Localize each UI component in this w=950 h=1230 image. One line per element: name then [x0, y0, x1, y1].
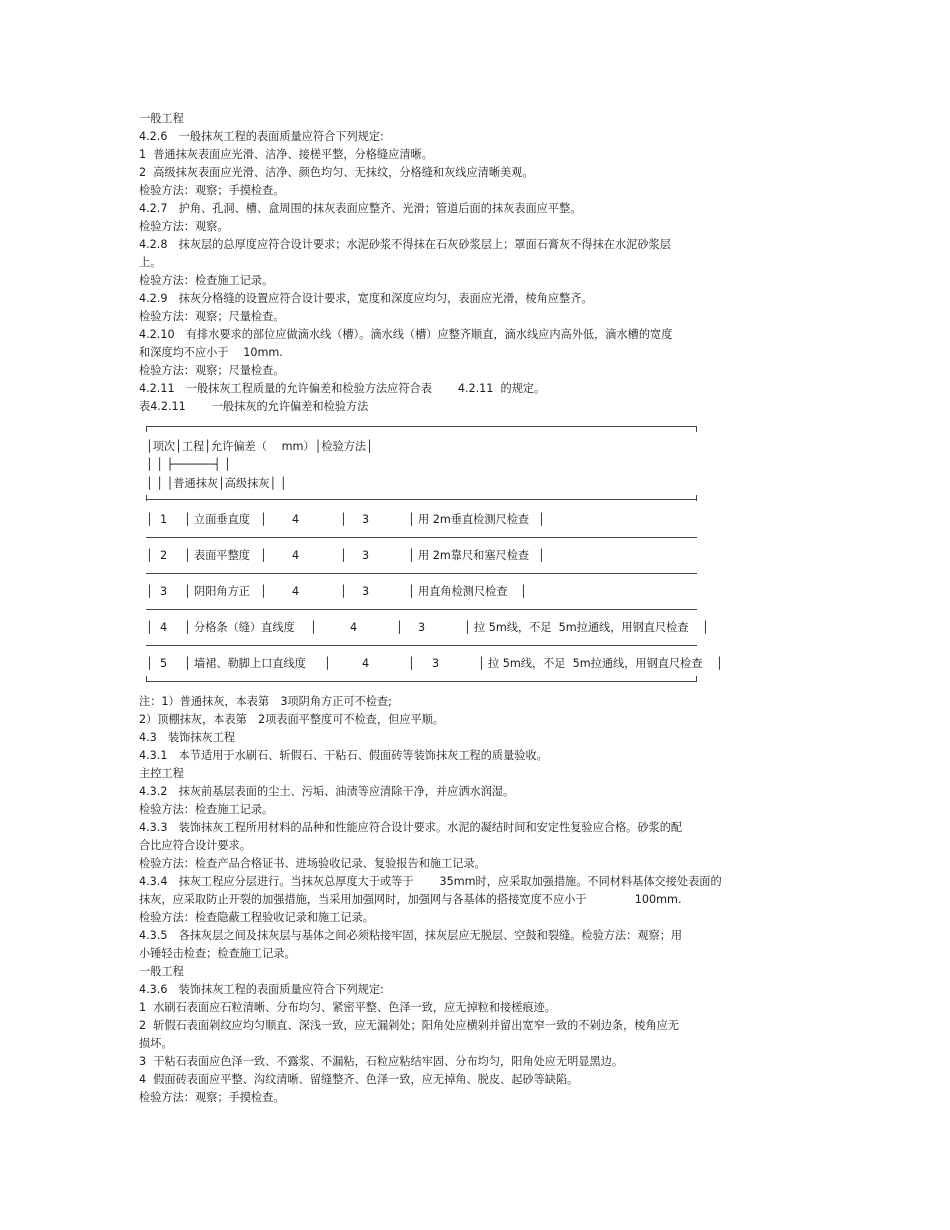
table-border-top	[146, 426, 697, 427]
table-row-divider	[146, 537, 697, 538]
text-line: 4.2.6 一般抹灰工程的表面质量应符合下列规定:	[139, 130, 384, 143]
table-caption: 表4.2.11 一般抹灰的允许偏差和检验方法	[139, 400, 369, 413]
table-cell-sep: │	[184, 585, 191, 598]
table-cell-method: 用 2m靠尺和塞尺检查	[418, 549, 530, 562]
table-cell-normal: 4	[292, 513, 300, 526]
table-cell-method: 拉 5m线，不足 5m拉通线，用钢直尺检查	[488, 657, 703, 670]
table-cell-no: 2	[160, 549, 168, 562]
table-cell-sep: │	[146, 621, 153, 634]
table-cell-high: 3	[362, 585, 370, 598]
table-tick	[146, 676, 147, 682]
table-tick	[696, 676, 697, 682]
text-line: 3 干粘石表面应色泽一致、不露浆、不漏粘，石粒应粘结牢固、分布均匀，阳角处应无明显黑边。	[139, 1055, 624, 1068]
table-cell-item: 表面平整度	[194, 549, 250, 562]
text-line: 4.3.5 各抹灰层之间及抹灰层与基体之间必须粘接牢固，抹灰层应无脱层、空鼓和裂缝。检验方法：观察；用	[139, 929, 683, 942]
table-cell-sep: │	[396, 621, 403, 634]
section-heading: 4.3 装饰抹灰工程	[139, 731, 236, 744]
table-cell-normal: 4	[292, 549, 300, 562]
subheading-main-control: 主控工程	[139, 767, 184, 780]
table-cell-sep: │	[260, 585, 267, 598]
table-cell-method: 拉 5m线，不足 5m拉通线，用钢直尺检查	[474, 621, 689, 634]
table-cell-sep: │	[702, 621, 709, 634]
table-cell-high: 3	[432, 657, 440, 670]
table-tick	[146, 426, 147, 432]
table-border-bottom	[146, 681, 697, 682]
text-line: 4.2.9 抹灰分格缝的设置应符合设计要求，宽度和深度应均匀，表面应光滑，棱角应整齐。	[139, 292, 593, 305]
table-cell-sep: │	[538, 549, 545, 562]
table-header-row-1: │项次│工程│允许偏差（ mm）│检验方法│	[146, 440, 373, 453]
text-line: 检验方法：检查施工记录。	[139, 803, 274, 816]
table-cell-sep: │	[146, 549, 153, 562]
table-cell-item: 立面垂直度	[194, 513, 250, 526]
table-cell-normal: 4	[350, 621, 358, 634]
table-cell-sep: │	[340, 549, 347, 562]
table-cell-sep: │	[408, 549, 415, 562]
table-cell-sep: │	[184, 513, 191, 526]
table-tick	[696, 495, 697, 501]
subheading-general-works: 一般工程	[139, 965, 184, 978]
table-cell-sep: │	[184, 549, 191, 562]
text-line: 1 普通抹灰表面应光滑、洁净、接槎平整，分格缝应清晰。	[139, 148, 433, 161]
table-cell-item: 墙裙、勒脚上口直线度	[194, 657, 306, 670]
table-cell-normal: 4	[292, 585, 300, 598]
table-cell-sep: │	[146, 657, 153, 670]
text-line: 4.2.7 护角、孔洞、槽、盒周围的抹灰表面应整齐、光滑；管道后面的抹灰表面应平整。	[139, 202, 582, 215]
table-cell-no: 3	[160, 585, 168, 598]
table-cell-sep: │	[184, 657, 191, 670]
table-cell-high: 3	[362, 549, 370, 562]
table-cell-no: 4	[160, 621, 168, 634]
text-line: 抹灰，应采取防止开裂的加强措施，当采用加强网时，加强网与各基体的搭接宽度不应小于 100mm.	[139, 893, 682, 906]
text-line: 注：1）普通抹灰，本表第 3项阴角方正可不检查;	[139, 695, 392, 708]
table-cell-no: 1	[160, 513, 168, 526]
text-line: 4.2.11 一般抹灰工程质量的允许偏差和检验方法应符合表 4.2.11 的规定。	[139, 382, 546, 395]
heading-general-works: 一般工程	[139, 112, 184, 125]
table-row-divider	[146, 573, 697, 574]
table-row-divider	[146, 609, 697, 610]
table-cell-sep: │	[260, 513, 267, 526]
table-tick	[146, 495, 147, 501]
table-cell-normal: 4	[362, 657, 370, 670]
text-line: 4 假面砖表面应平整、沟纹清晰、留缝整齐、色泽一致，应无掉角、脱皮、起砂等缺陷。	[139, 1073, 579, 1086]
table-cell-method: 用 2m垂直检测尺检查	[418, 513, 530, 526]
text-line: 检验方法：观察；尺量检查。	[139, 310, 285, 323]
text-line: 4.3.4 抹灰工程应分层进行。当抹灰总厚度大于或等于 35mm时，应采取加强措施。不同材料基体交接处表面的	[139, 875, 722, 888]
table-cell-sep: │	[408, 585, 415, 598]
text-line: 1 水刷石表面应石粒清晰、分布均匀、紧密平整、色泽一致，应无掉粒和接槎痕迹。	[139, 1001, 556, 1014]
text-line: 检验方法：观察；手摸检查。	[139, 184, 285, 197]
table-cell-no: 5	[160, 657, 168, 670]
table-cell-sep: │	[184, 621, 191, 634]
table-cell-sep: │	[324, 657, 331, 670]
table-cell-sep: │	[146, 585, 153, 598]
text-line: 检验方法：观察；尺量检查。	[139, 364, 285, 377]
text-line: 4.2.10 有排水要求的部位应做滴水线（槽）。滴水线（槽）应整齐顺直，滴水线应内高外低，滴水槽的宽度	[139, 328, 673, 341]
table-cell-sep: │	[146, 513, 153, 526]
text-line: 4.3.3 装饰抹灰工程所用材料的品种和性能应符合设计要求。水泥的凝结时间和安定性复验应合格。砂浆的配	[139, 821, 683, 834]
table-cell-sep: │	[520, 585, 527, 598]
text-line: 2 高级抹灰表面应光滑、洁净、颜色均匀、无抹纹，分格缝和灰线应清晰美观。	[139, 166, 534, 179]
table-cell-sep: │	[478, 657, 485, 670]
text-line: 和深度均不应小于 10mm.	[139, 346, 283, 359]
table-cell-sep: │	[464, 621, 471, 634]
text-line: 4.3.1 本节适用于水刷石、斩假石、干粘石、假面砖等装饰抹灰工程的质量验收。	[139, 749, 548, 762]
table-cell-item: 分格条（缝）直线度	[194, 621, 295, 634]
table-cell-sep: │	[310, 621, 317, 634]
text-line: 小锤轻击检查；检查施工记录。	[139, 947, 296, 960]
table-cell-sep: │	[340, 513, 347, 526]
table-cell-method: 用直角检测尺检查	[418, 585, 508, 598]
text-line: 检验方法：观察。	[139, 220, 229, 233]
text-line: 检验方法：检查产品合格证书、进场验收记录、复验报告和施工记录。	[139, 857, 486, 870]
table-cell-high: 3	[362, 513, 370, 526]
text-line: 4.3.6 装饰抹灰工程的表面质量应符合下列规定:	[139, 983, 384, 996]
text-line: 检验方法：检查隐蔽工程验收记录和施工记录。	[139, 911, 374, 924]
text-line: 检验方法：观察；手摸检查。	[139, 1091, 285, 1104]
table-cell-item: 阴阳角方正	[194, 585, 250, 598]
table-border-header	[146, 499, 697, 500]
table-header-row-2: │ │ ├──────┤ │	[146, 458, 231, 471]
table-cell-sep: │	[260, 549, 267, 562]
table-header-row-3: │ │ │普通抹灰│高级抹灰│ │	[146, 477, 287, 490]
text-line: 上。	[139, 256, 162, 269]
table-cell-sep: │	[538, 513, 545, 526]
text-line: 检验方法：检查施工记录。	[139, 274, 274, 287]
text-line: 损坏。	[139, 1037, 173, 1050]
text-line: 2）顶棚抹灰，本表第 2项表面平整度可不检查，但应平顺。	[139, 713, 445, 726]
table-cell-sep: │	[408, 513, 415, 526]
table-cell-high: 3	[418, 621, 426, 634]
table-cell-sep: │	[408, 657, 415, 670]
table-row-divider	[146, 645, 697, 646]
table-cell-sep: │	[716, 657, 723, 670]
text-line: 4.3.2 抹灰前基层表面的尘土、污垢、油渍等应清除干净，并应洒水润湿。	[139, 785, 515, 798]
table-cell-sep: │	[340, 585, 347, 598]
text-line: 2 斩假石表面剁纹应均匀顺直、深浅一致，应无漏剁处；阳角处应横剁并留出宽窄一致的不剁边条，棱角应无	[139, 1019, 680, 1032]
text-line: 合比应符合设计要求。	[139, 839, 251, 852]
text-line: 4.2.8 抹灰层的总厚度应符合设计要求；水泥砂浆不得抹在石灰砂浆层上；罩面石膏灰不得抹在水泥砂浆层	[139, 238, 671, 251]
table-tick	[696, 426, 697, 432]
